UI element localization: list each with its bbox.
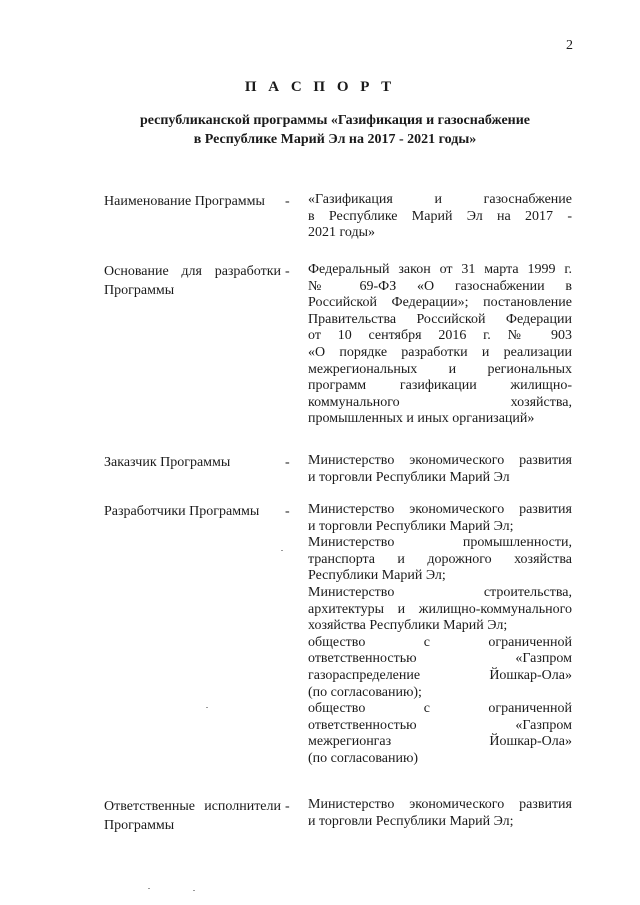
subtitle-line: республиканской программы «Газификация и газоснабжение bbox=[139, 113, 531, 128]
value-line: в Республике Марий Эл на 2017 - bbox=[308, 208, 572, 224]
document-subtitle bbox=[110, 111, 560, 149]
value-line: и торговли Республики Марий Эл; bbox=[308, 518, 514, 534]
row-label: Разработчики Программы bbox=[104, 504, 260, 519]
scan-speck bbox=[193, 890, 195, 891]
row-dash: - bbox=[285, 504, 290, 519]
row-label: Ответственные исполнители Программы bbox=[104, 799, 281, 833]
row-dash: - bbox=[285, 799, 290, 814]
value-line: Министерство экономического развития bbox=[308, 797, 572, 812]
value-line: транспорта и дорожного хозяйства bbox=[308, 551, 572, 567]
value-line: промышленных и иных организаций» bbox=[308, 411, 535, 427]
value-line: межрегионгаз Йошкар-Ола» bbox=[308, 734, 572, 750]
value-line: Российской Федерации»; постановление bbox=[308, 295, 572, 311]
value-line: архитектуры и жилищно-коммунального bbox=[308, 601, 572, 617]
value-line: Министерство промышленности, bbox=[308, 535, 572, 551]
value-line: хозяйства Республики Марий Эл; bbox=[308, 618, 508, 634]
value-line: и торговли Республики Марий Эл; bbox=[308, 813, 514, 829]
value-line: Правительства Российской Федерации bbox=[308, 311, 572, 327]
row-value bbox=[308, 797, 572, 830]
page-number: 2 bbox=[566, 38, 573, 53]
value-line: «Газификация и газоснабжение bbox=[308, 192, 572, 207]
value-line: межрегиональных и региональных bbox=[308, 361, 572, 377]
value-line: Министерство экономического развития bbox=[308, 502, 572, 517]
value-line: (по согласованию) bbox=[308, 750, 419, 766]
value-line: ответственностью «Газпром bbox=[308, 651, 572, 667]
scan-speck bbox=[281, 550, 283, 551]
value-line: № 69-ФЗ «О газоснабжении в bbox=[308, 278, 572, 294]
subtitle-line: в Республике Марий Эл на 2017 - 2021 годы» bbox=[193, 132, 477, 147]
value-line: Министерство строительства, bbox=[308, 584, 572, 600]
value-line: Министерство экономического развития bbox=[308, 453, 572, 468]
row-value bbox=[308, 192, 572, 242]
row-label: Заказчик Программы bbox=[104, 455, 231, 470]
value-line: общество с ограниченной bbox=[308, 701, 572, 717]
row-label: Основание для разработки Программы bbox=[104, 264, 281, 298]
document-title: П А С П О Р Т bbox=[244, 79, 396, 95]
value-line: ответственностью «Газпром bbox=[308, 717, 572, 733]
value-line: общество с ограниченной bbox=[308, 634, 572, 650]
row-label: Наименование Программы bbox=[104, 194, 265, 209]
value-line: программ газификации жилищно- bbox=[308, 378, 572, 394]
row-dash: - bbox=[285, 455, 290, 470]
row-value bbox=[308, 262, 572, 428]
scan-speck bbox=[206, 707, 208, 708]
value-line: коммунального хозяйства, bbox=[308, 394, 572, 410]
value-line: Федеральный закон от 31 марта 1999 г. bbox=[308, 262, 572, 277]
row-dash: - bbox=[285, 264, 290, 279]
value-line: (по согласованию); bbox=[308, 684, 422, 700]
value-line: и торговли Республики Марий Эл bbox=[308, 469, 510, 485]
row-value bbox=[308, 502, 572, 768]
row-dash: - bbox=[285, 194, 290, 209]
value-line: от 10 сентября 2016 г. № 903 bbox=[308, 328, 572, 344]
scan-speck bbox=[148, 888, 150, 889]
value-line: Республики Марий Эл; bbox=[308, 568, 446, 584]
value-line: 2021 годы» bbox=[308, 225, 376, 241]
row-value bbox=[308, 453, 572, 486]
value-line: газораспределение Йошкар-Ола» bbox=[308, 667, 572, 683]
value-line: «О порядке разработки и реализации bbox=[308, 344, 572, 360]
